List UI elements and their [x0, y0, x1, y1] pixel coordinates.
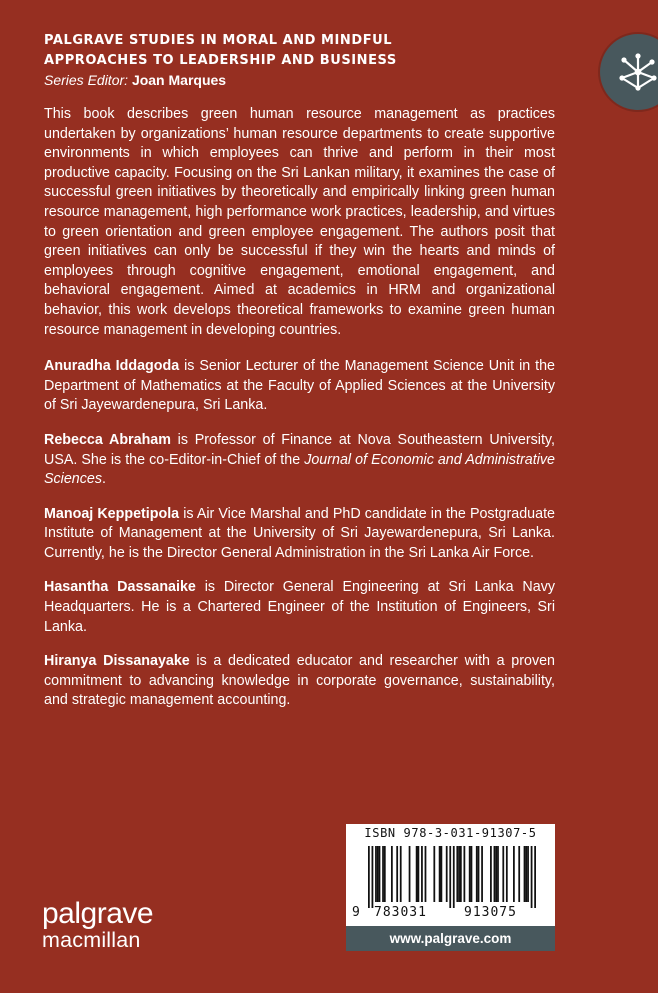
- barcode-bar: [513, 846, 515, 902]
- barcode-bar: [471, 846, 473, 902]
- book-description: This book describes green human resource management as practices undertaken by organizations’ human resource departments to create supportive environments in which employees can thrive and perform in their most productive capacity. Focusing on the Sri Lankan military, it examines the case of successful green initiatives by theoretically and empirically linking green human resource management, high performance work practices, leadership, and virtues to green orientation and green employee engagement. The authors posit that green initiatives can only be successful if they win the hearts and minds of employees through cognitive engagement, emotional engagement, and behavioral engagement. Aimed at academics in HRM and organizational behavior, this work develops theoretical frameworks to examine green human resource management in developing countries.: [44, 106, 555, 338]
- publisher-name-line-1: palgrave: [42, 897, 154, 930]
- barcode-digits-right: 913075: [464, 905, 517, 920]
- barcode-bar: [418, 846, 420, 902]
- barcode-bar: [524, 846, 526, 902]
- author-bio: [44, 578, 555, 637]
- series-editor-role: Series Editor:: [44, 72, 129, 88]
- barcode-bars: [368, 846, 536, 908]
- isbn-label: ISBN 978-3-031-91307-5: [364, 826, 537, 840]
- author-bio-text: is Senior Lecturer of the Management Science Unit in the Department of Mathematics at the Faculty of Applied Sciences at the University of Sri Jayewardenepura, Sri Lanka.: [44, 358, 555, 414]
- barcode-bar: [478, 846, 480, 902]
- barcode-bar: [476, 846, 478, 902]
- barcode-bar: [439, 846, 441, 902]
- barcode-bar: [527, 846, 529, 902]
- barcode-bar: [502, 846, 504, 902]
- barcode-bar: [506, 846, 508, 902]
- barcode-bar: [391, 846, 393, 902]
- series-title-line-1: PALGRAVE STUDIES IN MORAL AND MINDFUL: [44, 33, 393, 48]
- barcode-bar: [382, 846, 384, 902]
- barcode-digits-left: 783031: [374, 905, 427, 920]
- isbn-barcode: [346, 824, 555, 926]
- author-bio-end: .: [102, 471, 106, 488]
- barcode-bar: [377, 846, 379, 902]
- barcode-bar: [525, 846, 527, 902]
- barcode-bar: [446, 846, 448, 902]
- journal-title: Journal of Economic and Administrative Sciences: [44, 451, 555, 488]
- barcode-bar: [456, 846, 458, 902]
- barcode-bar: [453, 846, 455, 908]
- barcode-bar: [469, 846, 471, 902]
- barcode-bar: [460, 846, 462, 902]
- barcode-bar: [497, 846, 499, 902]
- publisher-website: www.palgrave.com: [346, 926, 555, 951]
- barcode-bar: [441, 846, 443, 902]
- author-bio: [44, 505, 555, 564]
- series-header: [44, 31, 464, 90]
- barcode-bar: [396, 846, 398, 902]
- barcode-bar: [416, 846, 418, 902]
- barcode-bar: [534, 846, 536, 908]
- barcode-bar: [379, 846, 381, 902]
- author-bio-text: is a dedicated educator and researcher with a proven commitment to advancing knowledge in corporate governance, sustainability, and strategic management accounting.: [44, 653, 555, 709]
- author-bio: [44, 431, 555, 490]
- barcode-bar: [458, 846, 460, 902]
- barcode-bar: [481, 846, 483, 902]
- author-name: Hiranya Dissanayake: [44, 653, 190, 670]
- barcode-bar: [495, 846, 497, 902]
- author-name: Rebecca Abraham: [44, 431, 171, 448]
- series-editor: [44, 71, 464, 90]
- author-name: Hasantha Dassanaike: [44, 579, 196, 596]
- barcode-bar: [518, 846, 520, 902]
- back-cover-text: [44, 105, 555, 726]
- author-bio-text: is Air Vice Marshal and PhD candidate in the Postgraduate Institute of Management at the University of Sri Jayewardenepura, Sri Lanka. Currently, he is the Director General Administration in the Sri Lanka Air Force.: [44, 505, 555, 561]
- barcode-bar: [531, 846, 533, 908]
- barcode-bar: [425, 846, 427, 902]
- author-name: Manoaj Keppetipola: [44, 505, 180, 522]
- author-bio-text: is Director General Engineering at Sri Lanka Navy Headquarters. He is a Chartered Engineer of the Institution of Engineers, Sri Lanka.: [44, 579, 555, 635]
- barcode-bar: [421, 846, 423, 902]
- series-title-line-2: APPROACHES TO LEADERSHIP AND BUSINESS: [44, 53, 397, 68]
- barcode-bar: [375, 846, 377, 902]
- barcode-bar: [409, 846, 411, 902]
- publisher-name-line-2: macmillan: [42, 928, 141, 952]
- author-bio: [44, 357, 555, 416]
- series-editor-name: Joan Marques: [131, 72, 227, 88]
- publisher-logo: [42, 899, 153, 952]
- author-bio: [44, 652, 555, 711]
- barcode-bar: [368, 846, 370, 908]
- barcode-digit-lead: 9: [352, 905, 361, 920]
- barcode-bar: [384, 846, 386, 902]
- palgrave-network-logo-icon: [600, 34, 658, 110]
- barcode-bar: [433, 846, 435, 902]
- barcode-bar: [494, 846, 496, 902]
- author-bio-text: is Professor of Finance at Nova Southeastern University, USA. She is the co-Editor-in-Chief of the: [44, 431, 555, 468]
- barcode-bar: [449, 846, 451, 908]
- barcode-bar: [372, 846, 374, 908]
- barcode-bar: [490, 846, 492, 902]
- author-name: Anuradha Iddagoda: [44, 358, 180, 375]
- barcode-bar: [400, 846, 402, 902]
- barcode-bar: [463, 846, 465, 902]
